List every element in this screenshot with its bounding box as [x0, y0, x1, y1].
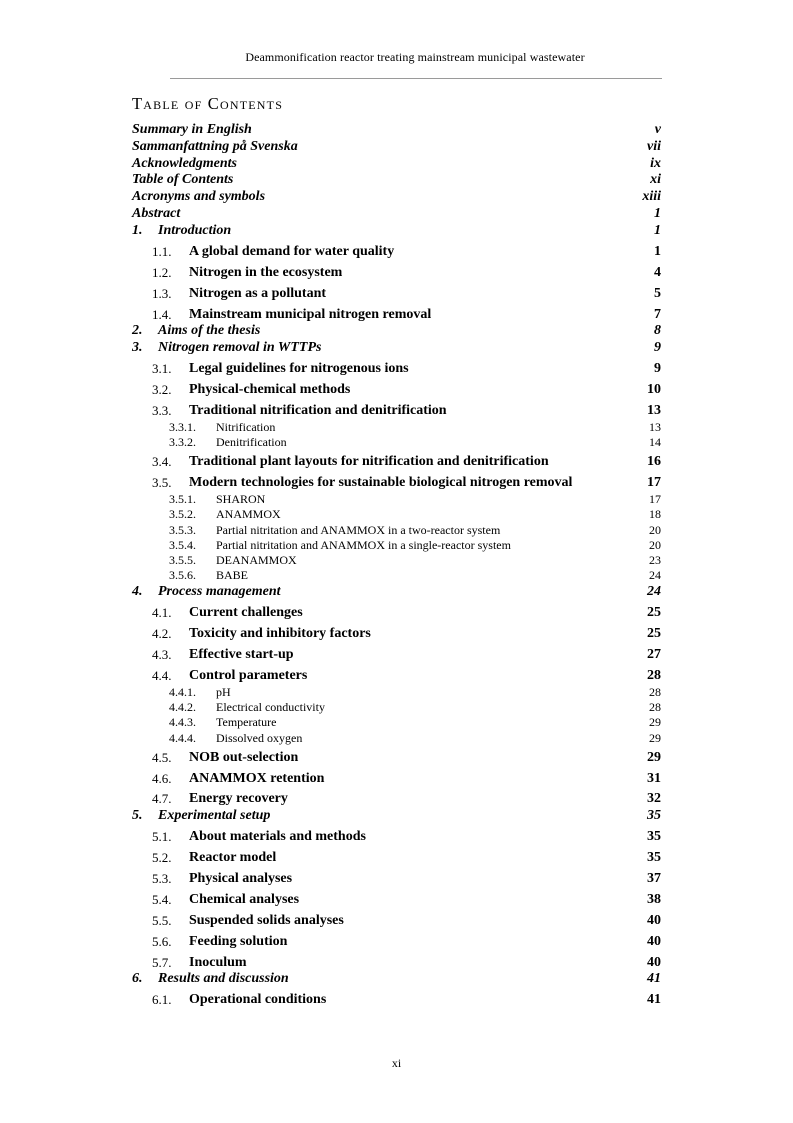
toc-entry-number: 4.4.2.	[169, 700, 196, 714]
toc-entry-page: 13	[649, 420, 661, 434]
toc-entry-number: 6.1.	[152, 992, 172, 1007]
toc-entry-title: Nitrogen removal in WTTPs	[158, 340, 322, 355]
toc-entry-number: 5.1.	[152, 829, 172, 844]
toc-entry-page: 25	[647, 626, 661, 641]
toc-entry-page: xiii	[642, 189, 661, 204]
toc-entry-page: 29	[647, 750, 661, 765]
toc-entry-page: 9	[654, 361, 661, 376]
page-number: xi	[391, 1056, 402, 1070]
toc-entry-page: 31	[647, 771, 661, 786]
toc-entry-page: 35	[647, 808, 661, 823]
toc-entry-title: Chemical analyses	[189, 892, 300, 907]
toc-entry-page: 24	[647, 584, 661, 599]
toc-entry-title: Partial nitritation and ANAMMOX in a single-reactor system	[216, 538, 511, 552]
toc-entry-number: 3.1.	[152, 361, 172, 376]
toc-entry-number: 5.	[132, 808, 143, 823]
toc-entry-number: 1.2.	[152, 265, 172, 280]
toc-entry-number: 5.3.	[152, 871, 172, 886]
toc-entry-number: 3.5.2.	[169, 507, 196, 521]
toc-entry-page: 28	[647, 668, 661, 683]
toc-entry-title: ANAMMOX retention	[189, 771, 325, 786]
toc-entry-number: 4.6.	[152, 771, 172, 786]
toc-entry-page: 28	[649, 685, 661, 699]
toc-entry-number: 4.2.	[152, 626, 172, 641]
toc-entry-number: 1.3.	[152, 286, 172, 301]
toc-entry-title: Dissolved oxygen	[216, 731, 303, 745]
toc-entry-number: 5.2.	[152, 850, 172, 865]
toc-entry-title: Traditional plant layouts for nitrification and denitrification	[189, 454, 549, 469]
toc-entry-number: 4.	[132, 584, 143, 599]
toc-entry-page: 1	[654, 206, 661, 221]
toc-entry-number: 3.3.	[152, 403, 172, 418]
toc-entry-title: Experimental setup	[158, 808, 271, 823]
toc-entry-number: 2.	[132, 323, 143, 338]
toc-entry-title: Feeding solution	[189, 934, 288, 949]
toc-heading: Table of Contents	[132, 94, 284, 113]
toc-entry-number: 6.	[132, 971, 143, 986]
toc-entry-number: 5.7.	[152, 955, 172, 970]
toc-entry-title: Inoculum	[189, 955, 247, 970]
toc-entry-title: DEANAMMOX	[216, 553, 297, 567]
toc-entry-page: 1	[654, 223, 661, 238]
toc-entry-page: 40	[647, 934, 661, 949]
toc-entry-number: 1.4.	[152, 307, 172, 322]
toc-entry-page: 10	[647, 382, 661, 397]
toc-entry-number: 4.4.3.	[169, 715, 196, 729]
toc-entry-number: 3.5.5.	[169, 553, 196, 567]
toc-entry-number: 3.3.1.	[169, 420, 196, 434]
toc-entry-page: 20	[649, 523, 661, 537]
toc-entry-page: 8	[654, 323, 661, 338]
toc-entry-page: 17	[649, 492, 661, 506]
toc-entry-page: 40	[647, 955, 661, 970]
toc-entry-title: Control parameters	[189, 668, 308, 683]
toc-entry-number: 3.5.1.	[169, 492, 196, 506]
toc-entry-title: Reactor model	[189, 850, 277, 865]
toc-entry-title: Sammanfattning på Svenska	[132, 139, 298, 154]
toc-entry-title: Suspended solids analyses	[189, 913, 344, 928]
toc-entry-title: Effective start-up	[189, 647, 294, 662]
toc-entry-title: Nitrification	[216, 420, 276, 434]
toc-entry-number: 5.5.	[152, 913, 172, 928]
toc-entry-page: 29	[649, 715, 661, 729]
toc-entry-title: About materials and methods	[189, 829, 366, 844]
toc-entry-number: 4.4.4.	[169, 731, 196, 745]
toc-entry-title: pH	[216, 685, 231, 699]
toc-entry-title: Acknowledgments	[132, 156, 238, 171]
toc-entry-title: Process management	[158, 584, 281, 599]
toc-entry-number: 3.5.4.	[169, 538, 196, 552]
toc-entry-number: 4.5.	[152, 750, 172, 765]
toc-entry-page: 32	[647, 791, 661, 806]
toc-entry-page: 40	[647, 913, 661, 928]
toc-entry-number: 3.3.2.	[169, 435, 196, 449]
toc-entry-number: 4.7.	[152, 791, 172, 806]
toc-entry-title: BABE	[216, 568, 249, 582]
header-divider	[170, 78, 662, 79]
toc-entry-page: 4	[654, 265, 661, 280]
toc-entry-number: 4.4.	[152, 668, 172, 683]
toc-entry-title: Electrical conductivity	[216, 700, 325, 714]
toc-entry-title: Summary in English	[132, 122, 252, 137]
toc-entry-title: ANAMMOX	[216, 507, 281, 521]
toc-entry-title: Modern technologies for sustainable biological nitrogen removal	[189, 475, 573, 490]
toc-entry-page: 37	[647, 871, 661, 886]
toc-entry-page: 16	[647, 454, 661, 469]
toc-entry-page: 1	[654, 244, 661, 259]
toc-entry-page: v	[654, 122, 661, 137]
toc-entry-page: 24	[649, 568, 661, 582]
toc-entry-title: Legal guidelines for nitrogenous ions	[189, 361, 409, 376]
toc-entry-title: Traditional nitrification and denitrification	[189, 403, 447, 418]
toc-entry-page: 23	[649, 553, 661, 567]
toc-entry-number: 4.3.	[152, 647, 172, 662]
toc-entry-page: 17	[647, 475, 661, 490]
toc-entry-page: 41	[647, 992, 661, 1007]
toc-entry-title: NOB out-selection	[189, 750, 299, 765]
toc-entry-title: Energy recovery	[189, 791, 288, 806]
toc-entry-number: 3.5.6.	[169, 568, 196, 582]
toc-entry-title: Acronyms and symbols	[132, 189, 266, 204]
running-header: Deammonification reactor treating mainstream municipal wastewater	[245, 50, 585, 64]
toc-entry-title: Table of Contents	[132, 172, 234, 187]
toc-entry-number: 1.1.	[152, 244, 172, 259]
toc-entry-page: 7	[654, 307, 661, 322]
toc-entry-title: Physical analyses	[189, 871, 293, 886]
toc-entry-title: Operational conditions	[189, 992, 327, 1007]
toc-entry-title: Results and discussion	[158, 971, 289, 986]
toc-entry-page: 28	[649, 700, 661, 714]
toc-entry-number: 3.5.3.	[169, 523, 196, 537]
toc-entry-number: 3.4.	[152, 454, 172, 469]
toc-entry-number: 3.	[132, 340, 143, 355]
toc-entry-page: ix	[650, 156, 661, 171]
toc-entry-page: 5	[654, 286, 661, 301]
toc-entry-number: 4.4.1.	[169, 685, 196, 699]
toc-entry-page: 9	[654, 340, 661, 355]
toc-entry-page: 25	[647, 605, 661, 620]
toc-entry-number: 1.	[132, 223, 143, 238]
toc-entry-number: 3.2.	[152, 382, 172, 397]
toc-entry-page: 20	[649, 538, 661, 552]
toc-entry-page: 35	[647, 850, 661, 865]
toc-entry-page: 29	[649, 731, 661, 745]
toc-entry-page: 13	[647, 403, 661, 418]
toc-entry-title: Nitrogen as a pollutant	[189, 286, 327, 301]
toc-entry-page: 14	[649, 435, 661, 449]
toc-entry-title: Partial nitritation and ANAMMOX in a two-reactor system	[216, 523, 501, 537]
toc-entry-title: SHARON	[216, 492, 266, 506]
toc-entry-number: 5.6.	[152, 934, 172, 949]
toc-entry-page: 27	[647, 647, 661, 662]
toc-entry-title: Denitrification	[216, 435, 287, 449]
toc-entry-page: 38	[647, 892, 661, 907]
toc-entry-page: xi	[650, 172, 661, 187]
toc-entry-title: A global demand for water quality	[189, 244, 395, 259]
toc-entry-title: Physical-chemical methods	[189, 382, 351, 397]
toc-entry-page: 41	[647, 971, 661, 986]
toc-entry-number: 3.5.	[152, 475, 172, 490]
toc-entry-number: 5.4.	[152, 892, 172, 907]
toc-entry-title: Nitrogen in the ecosystem	[189, 265, 343, 280]
toc-entry-title: Aims of the thesis	[158, 323, 261, 338]
toc-entry-title: Mainstream municipal nitrogen removal	[189, 307, 432, 322]
toc-entry-page: vii	[647, 139, 661, 154]
toc-entry-title: Toxicity and inhibitory factors	[189, 626, 371, 641]
toc-entry-page: 18	[649, 507, 661, 521]
toc-entry-title: Introduction	[158, 223, 232, 238]
toc-entry-title: Temperature	[216, 715, 277, 729]
toc-entry-number: 4.1.	[152, 605, 172, 620]
toc-entry-page: 35	[647, 829, 661, 844]
toc-entry-title: Current challenges	[189, 605, 303, 620]
toc-entry-title: Abstract	[132, 206, 181, 221]
